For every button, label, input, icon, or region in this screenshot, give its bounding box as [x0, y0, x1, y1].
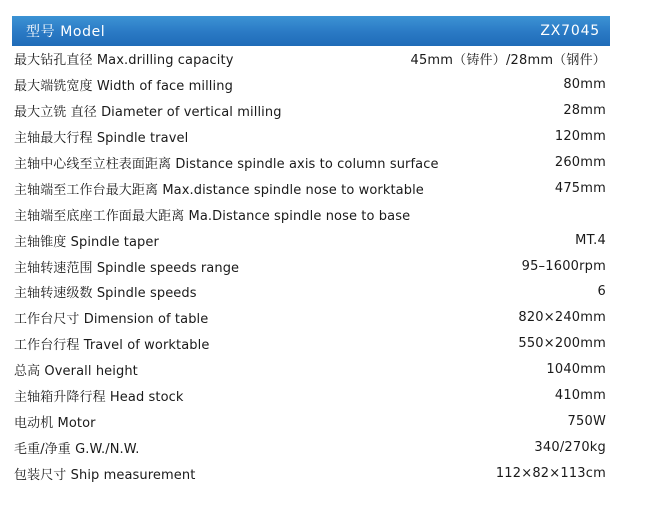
- spec-label: 主轴转速级数 Spindle speeds: [14, 286, 197, 302]
- spec-label: 主轴中心线至立柱表面距离 Distance spindle axis to column surface: [14, 157, 439, 172]
- spec-label: 主轴端至工作台最大距离 Max.distance spindle nose to worktable: [14, 182, 424, 198]
- spec-label: 主轴端至底座工作面最大距离 Ma.Distance spindle nose to base: [14, 208, 411, 224]
- spec-label: 总高 Overall height: [14, 364, 138, 380]
- spec-row-ship-measurement: [14, 460, 606, 486]
- model-label: 型号 Model: [26, 24, 106, 40]
- spec-value: 95–1600rpm: [521, 258, 606, 274]
- spec-label: 毛重/净重 G.W./N.W.: [14, 441, 140, 457]
- spec-value: 550×200mm: [518, 336, 606, 352]
- spec-table-header: [12, 16, 610, 46]
- spec-row-worktable-travel: [14, 331, 606, 357]
- spec-label: 主轴锥度 Spindle taper: [14, 234, 159, 250]
- spec-label: 包装尺寸 Ship measurement: [14, 467, 196, 483]
- spec-row-spindle-speeds-range: [14, 253, 606, 279]
- spec-row-face-milling-width: [14, 72, 606, 98]
- spec-row-spindle-axis-to-column: [14, 150, 606, 176]
- spec-label: 工作台尺寸 Dimension of table: [14, 312, 209, 328]
- spec-row-max-drilling-capacity: [14, 46, 606, 72]
- spec-row-spindle-nose-to-base: [14, 201, 606, 227]
- spec-row-table-dimension: [14, 305, 606, 331]
- spec-value: 410mm: [554, 388, 606, 404]
- spec-label: 主轴箱升降行程 Head stock: [14, 390, 184, 406]
- spec-row-vertical-milling-diameter: [14, 98, 606, 124]
- spec-table: [14, 46, 606, 486]
- spec-label: 最大端铣宽度 Width of face milling: [14, 79, 233, 95]
- spec-value: 6: [597, 284, 606, 300]
- spec-row-spindle-travel: [14, 124, 606, 150]
- spec-label: 主轴转速范围 Spindle speeds range: [14, 260, 240, 276]
- spec-value: 340/270kg: [534, 439, 606, 455]
- spec-label: 最大钻孔直径 Max.drilling capacity: [14, 53, 234, 69]
- spec-label: 主轴最大行程 Spindle travel: [14, 131, 189, 147]
- spec-value: 1040mm: [546, 362, 606, 378]
- spec-value: 820×240mm: [518, 310, 606, 326]
- spec-value: 260mm: [554, 155, 606, 170]
- spec-value: 45mm（铸件）/28mm（钢件）: [410, 53, 606, 69]
- spec-row-overall-height: [14, 357, 606, 383]
- spec-value: 112×82×113cm: [495, 465, 606, 481]
- spec-value: 80mm: [563, 77, 606, 93]
- spec-value: MT.4: [575, 232, 606, 248]
- spec-value: 120mm: [554, 129, 606, 145]
- model-value: ZX7045: [540, 23, 600, 39]
- spec-row-head-stock: [14, 383, 606, 409]
- spec-label: 电动机 Motor: [14, 415, 96, 431]
- spec-value: 28mm: [563, 103, 606, 119]
- spec-row-spindle-nose-to-worktable: [14, 175, 606, 201]
- spec-value: 750W: [567, 413, 606, 429]
- spec-label: 工作台行程 Travel of worktable: [14, 338, 210, 354]
- spec-row-weight: [14, 434, 606, 460]
- spec-row-spindle-speeds: [14, 279, 606, 305]
- spec-value: 475mm: [554, 180, 606, 196]
- spec-row-spindle-taper: [14, 227, 606, 253]
- spec-row-motor: [14, 408, 606, 434]
- spec-label: 最大立铣 直径 Diameter of vertical milling: [14, 105, 282, 121]
